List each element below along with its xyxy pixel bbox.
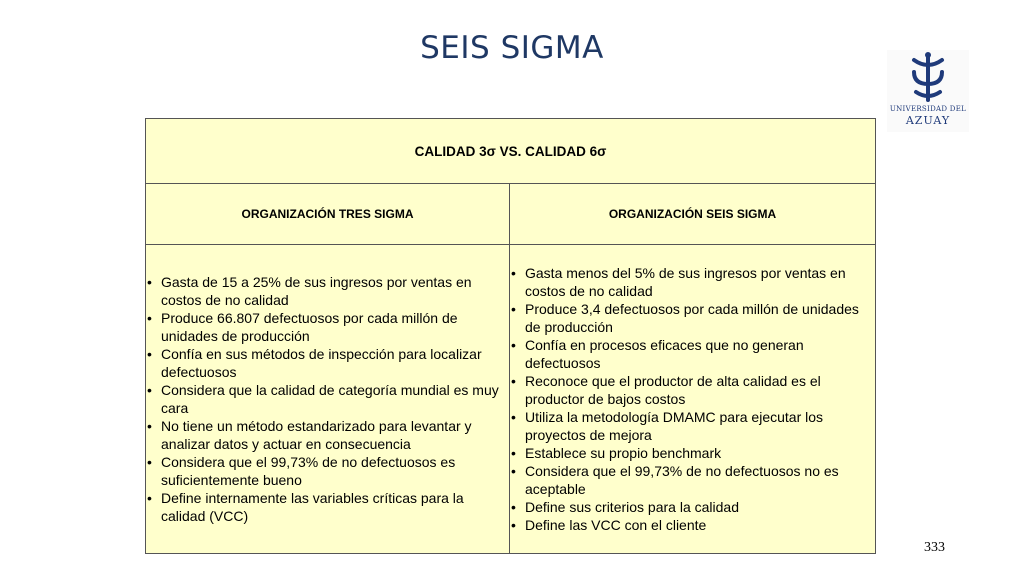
- list-item: • Confía en sus métodos de inspección para localizar defectuosos: [146, 345, 509, 381]
- table-column-header-row: [146, 184, 876, 245]
- list-item: • Considera que el 99,73% de no defectuosos no es aceptable: [510, 462, 875, 498]
- comparison-table: [145, 118, 876, 554]
- slide-title: SEIS SIGMA: [420, 30, 604, 66]
- table-body-row: [146, 245, 876, 554]
- list-item: • Confía en procesos eficaces que no generan defectuosos: [510, 336, 875, 372]
- list-item: • Produce 66.807 defectuosos por cada millón de unidades de producción: [146, 309, 509, 345]
- list-item: • Gasta de 15 a 25% de sus ingresos por ventas en costos de no calidad: [146, 273, 509, 309]
- page-number: 333: [924, 540, 945, 555]
- list-item: • Gasta menos del 5% de sus ingresos por ventas en costos de no calidad: [510, 264, 875, 300]
- list-item: • Define internamente las variables críticas para la calidad (VCC): [146, 489, 509, 525]
- three-sigma-cell: [146, 245, 510, 554]
- university-logo: [887, 50, 969, 132]
- list-item: • Considera que el 99,73% de no defectuosos es suficientemente bueno: [146, 453, 509, 489]
- list-item: • Utiliza la metodología DMAMC para ejecutar los proyectos de mejora: [510, 408, 875, 444]
- list-item: • Produce 3,4 defectuosos por cada millón de unidades de producción: [510, 300, 875, 336]
- list-item: • No tiene un método estandarizado para levantar y analizar datos y actuar en consecuencia: [146, 417, 509, 453]
- list-item: • Establece su propio benchmark: [510, 444, 875, 462]
- list-item: • Reconoce que el productor de alta calidad es el productor de bajos costos: [510, 372, 875, 408]
- table-heading: CALIDAD 3σ VS. CALIDAD 6σ: [146, 119, 876, 184]
- six-sigma-cell: [510, 245, 876, 554]
- column-header-six-sigma: ORGANIZACIÓN SEIS SIGMA: [510, 184, 876, 245]
- list-item: • Considera que la calidad de categoría mundial es muy cara: [146, 381, 509, 417]
- university-crest-icon: [887, 50, 969, 106]
- list-item: • Define las VCC con el cliente: [510, 516, 875, 534]
- table-heading-row: [146, 119, 876, 184]
- logo-text-line1: UNIVERSIDAD DEL: [889, 105, 967, 113]
- list-item: • Define sus criterios para la calidad: [510, 498, 875, 516]
- six-sigma-list: [510, 264, 875, 534]
- logo-text-line2: AZUAY: [905, 114, 951, 127]
- three-sigma-list: [146, 273, 509, 525]
- column-header-three-sigma: ORGANIZACIÓN TRES SIGMA: [146, 184, 510, 245]
